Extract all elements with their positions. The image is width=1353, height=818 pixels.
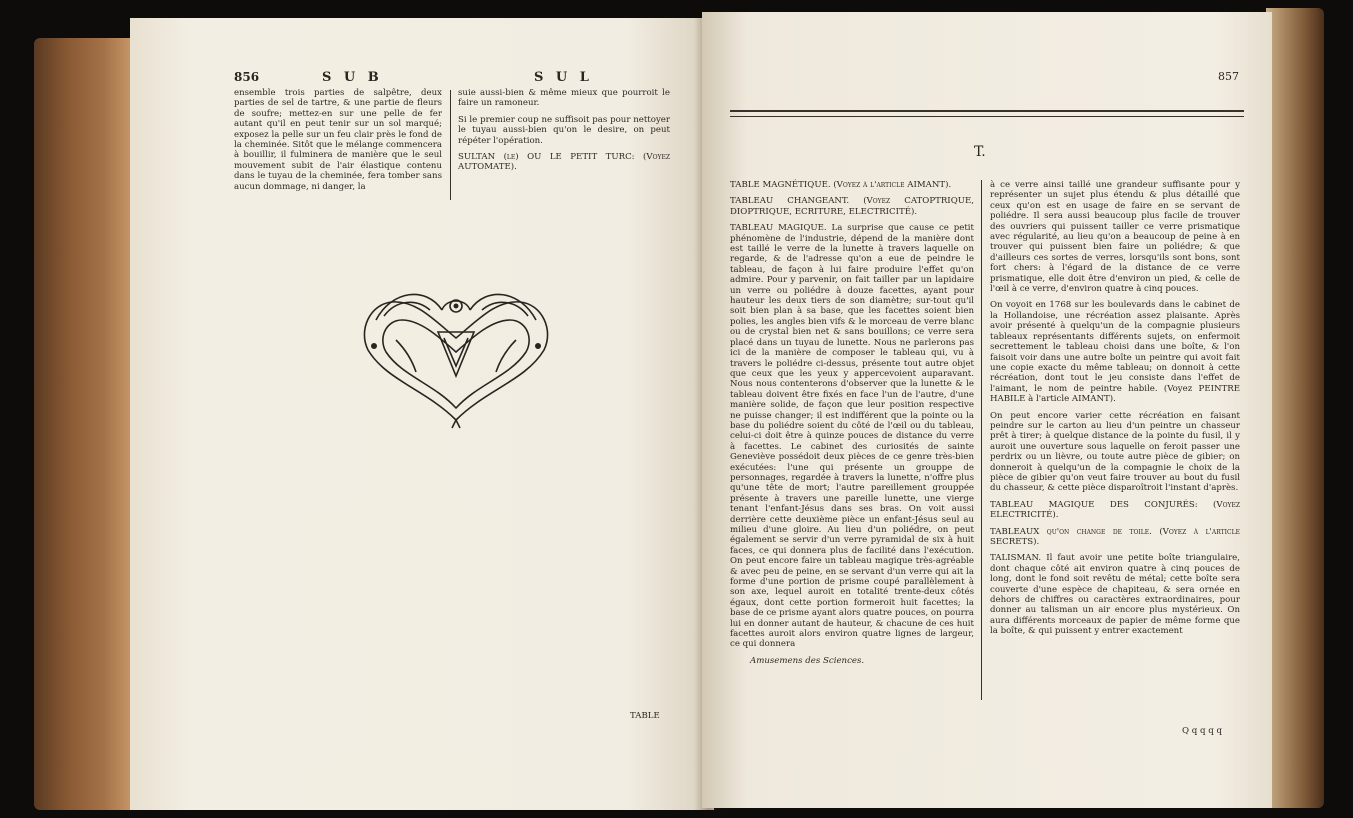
right-col2-p2: On voyoit en 1768 sur les boulevards dans le cabinet de la Hollandoise, une récréation assez plaisante. Après avoir présenté à quelqu'un de la compagnie plusieurs tableaux représentants différents sujets, on enfermoit secrettement le tableau choisi dans une boîte, & l'on faisoit voir dans une autre boîte un peintre qui avoit fait une copie exacte du même tableau; on donnoit à cette récréation, dont tout le jeu consiste dans l'effet de l'aimant, le nom de peintre habile. (Voyez PEINTRE HABILE à l'article AIMANT). xyxy=(990,300,1240,405)
right-page xyxy=(702,12,1272,808)
left-running-head-right: S U L xyxy=(534,70,593,85)
left-page-number: 856 xyxy=(234,70,260,84)
right-col1-p2: TABLEAU CHANGEANT. (Voyez CATOPTRIQUE, DIOPTRIQUE, ECRITURE, ELECTRICITÉ). xyxy=(730,196,974,217)
book-edge-left xyxy=(34,38,134,810)
top-rule-1 xyxy=(730,110,1244,112)
left-catchword: TABLE xyxy=(630,711,660,721)
left-column-2 xyxy=(458,88,670,179)
right-column-1 xyxy=(730,180,974,672)
right-col1-p3: TABLEAU MAGIQUE. La surprise que cause ce petit phénomène de l'industrie, dépend de la manière dont est taillé le verre de la lunette à travers laquelle on regarde, & de l'adresse qu'on a eue de peindre le tableau, de façon à lui faire produire l'effet qu'on admire. Pour y parvenir, on fait tailler par un lapidaire un verre ou poliédre à douze facettes, ayant pour hauteur les deux tiers de son diamètre; sur-tout qu'il soit bien plan à sa base, que les facettes soient bien polies, les angles bien vifs & le morceau de verre blanc ou de crystal bien net & sans bouillons; ce verre sera placé dans un tuyau de lunette. Nous ne parlerons pas ici de la manière de composer le tableau qui, vu à travers le poliédre ci-dessus, présente tout autre objet que ceux que les yeux y appercevoient auparavant. Nous nous contenterons d'observer que la lunette & le tableau doivent être fixés en face l'un de l'autre, d'une manière solide, de façon que leur position respective ne puisse changer; il est indifférent que la pointe ou la base du poliédre soient du côté de l'œil ou du tableau, celui-ci doit être à quinze pouces de distance du verre à facettes. Le cabinet des curiosités de sainte Geneviève possédoit deux pièces de ce genre très-bien exécutées: l'une qui présente un grouppe de personnages, regardée à travers la lunette, n'offre plus qu'une tête de mort; l'autre pareillement grouppée présente à travers une pareille lunette, une vierge tenant l'enfant-Jésus dans ses bras. On voit aussi derrière cette deuxième pièce un enfant-Jésus seul au milieu d'une gloire. Au lieu d'un poliédre, on peut également se servir d'un verre pyramidal de six à huit faces, ce qui donnera plus de facilité dans l'exécution. On peut encore faire un tableau magique très-agréable & avec peu de peine, en se servant d'un verre qui ait la forme d'une portion de prisme coupé parallèlement à son axe, lequel auroit en totalité trente-deux côtés égaux, dont cette portion formeroit huit facettes; la base de ce prisme ayant alors quatre pouces, on pourra lui en donner autant de hauteur, & chacune de ces huit facettes auroit alors environ quatre lignes de largeur, ce qui donnera xyxy=(730,223,974,650)
book xyxy=(34,8,1324,810)
vignette-ornament-icon xyxy=(356,280,556,430)
left-col2-p2: Si le premier coup ne suffisoit pas pour nettoyer le tuyau aussi-bien qu'on le desire, on peut répéter l'opération. xyxy=(458,114,670,146)
book-edge-right xyxy=(1266,8,1324,808)
left-col2-p1: suie aussi-bien & même mieux que pourroit le faire un ramoneur. xyxy=(458,88,670,109)
column-rule xyxy=(450,90,451,200)
right-col1-p1: TABLE MAGNÉTIQUE. (Voyez à l'article AIMANT). xyxy=(730,180,952,190)
section-letter: T. xyxy=(974,144,986,160)
left-col2-p3: SULTAN (le) OU LE PETIT TURC: (Voyez AUTOMATE). xyxy=(458,152,670,173)
right-col2-p6: TALISMAN. Il faut avoir une petite boîte triangulaire, dont chaque côté ait environ quatre à cinq pouces de long, dont le fond soit revêtu de métal; cette boîte sera couverte d'une espèce de chapiteau, & sera ornée en dehors de chiffres ou caractères extraordinaires, pour donner au talisman un air encore plus mystérieux. On aura différents morceaux de papier de même forme que la boîte, & qui puissent y entrer exactement xyxy=(990,553,1240,637)
signature-mark: Q q q q q xyxy=(1182,726,1222,736)
left-running-head-left: S U B xyxy=(322,70,383,85)
left-column-1 xyxy=(234,88,442,198)
right-col2-p3: On peut encore varier cette récréation en faisant peindre sur le carton au lieu d'un peintre un chasseur prêt à tirer; à quelque distance de la pointe du fusil, il y auroit une ouverture sous laquelle on feroit passer une perdrix ou un lièvre, ou toute autre pièce de gibier; on donneroit à quelqu'un de la compagnie le choix de la pièce de gibier qu'on veut faire trouver au bout du fusil du chasseur, & cette pièce disparoîtroit l'instant d'après. xyxy=(990,410,1240,494)
right-column-2 xyxy=(990,180,1240,643)
right-signature: Amusemens des Sciences. xyxy=(750,655,865,666)
top-rule-2 xyxy=(730,116,1244,117)
right-col2-p5: TABLEAUX qu'on change de toile. (Voyez à l'article SECRETS). xyxy=(990,526,1240,547)
right-page-number: 857 xyxy=(1218,70,1239,83)
right-col2-p4: TABLEAU MAGIQUE DES CONJURÉS: (Voyez ELECTRICITÉ). xyxy=(990,499,1240,521)
right-column-rule xyxy=(981,180,982,700)
right-col2-p1: à ce verre ainsi taillé une grandeur suffisante pour y représenter un sujet plus étendu & plus détaillé que ceux qu'on est en usage de faire en se servant de poliédre. Il sera aussi beaucoup plus facile de trouver des ouvriers qui puissent tailler ce verre prismatique avec régularité, au lieu qu'on a beaucoup de peine à en trouver qui puissent bien faire un poliédre; & que d'ailleurs ces sortes de verres, lorsqu'ils sont bons, sont fort chers: à l'égard de la distance de ce verre prismatique, elle doit être d'environ un pied, & celle de l'œil à ce verre, d'environ quatre à cinq pouces. xyxy=(990,180,1240,295)
left-col1-text: ensemble trois parties de salpêtre, deux parties de sel de tartre, & une partie de fleurs de soufre; mettez-en sur une pelle de fer autant qu'il en peut tenir sur un sol marqué; exposez la pelle sur un feu clair près le fond de la cheminée. Sitôt que le mélange commencera à bouillir, il fulminera de manière que le seul mouvement subit de l'air élastique contenu dans le tuyau de la cheminée, fera tomber sans aucun dommage, ni danger, la xyxy=(234,88,442,192)
